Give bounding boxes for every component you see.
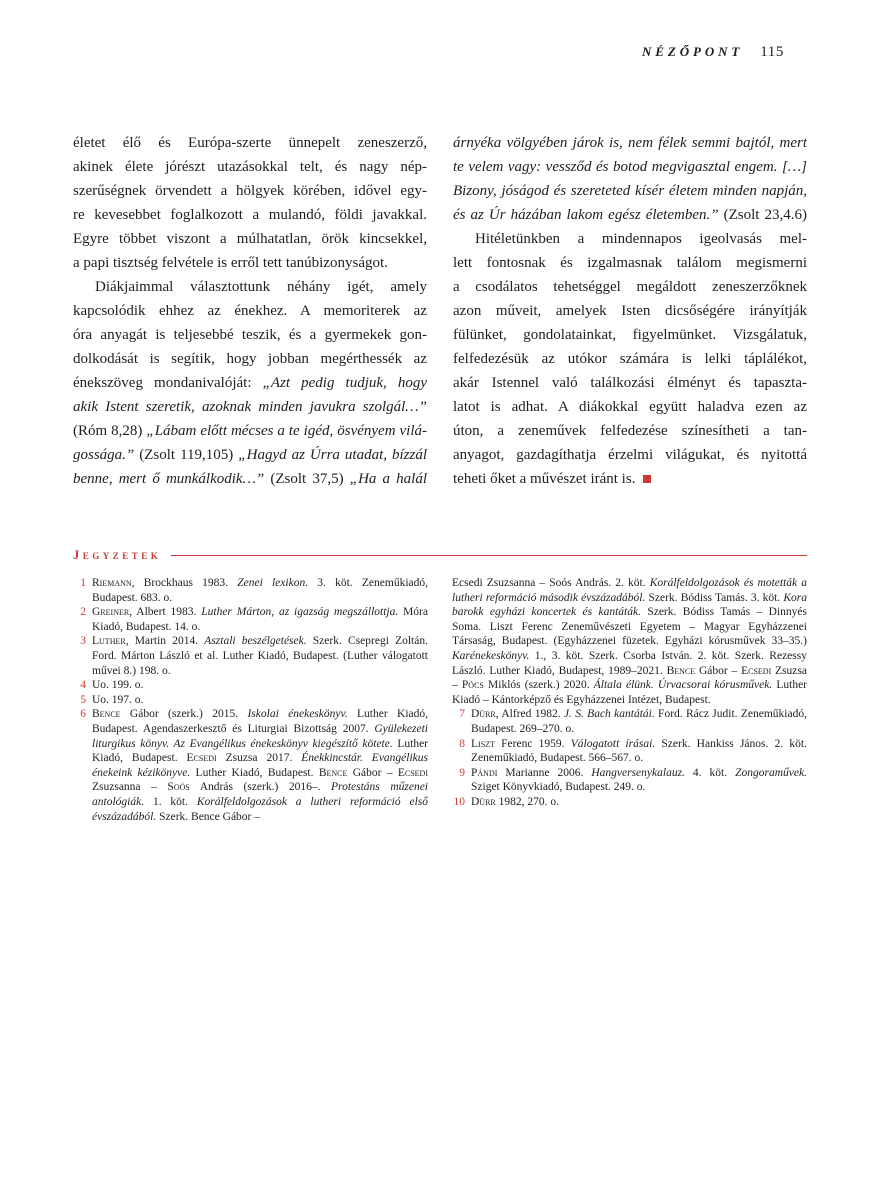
text-span: akár Istennel való találkozási élményt és tapaszta- (453, 375, 807, 391)
text-line (453, 443, 807, 467)
text-span: , Brockhaus 1983. (131, 577, 238, 589)
text-span: akinek élete jórészt utazásokkal telt, és nagy nép- (73, 159, 427, 175)
text-line (73, 467, 427, 491)
text-line (73, 179, 427, 203)
text-line (73, 347, 427, 371)
text-span: Gábor – (347, 766, 398, 779)
text-span-italic: Korálfeldolgozások a lutheri reformáció első évszázadából. (92, 795, 428, 823)
text-span-italic: „Ha a halál (349, 471, 427, 487)
text-line (73, 155, 427, 179)
text-span: (Zsolt 37,5) (264, 471, 350, 487)
footnotes-header (73, 548, 807, 563)
footnotes-column-right (452, 576, 807, 824)
author-smallcaps: Pócs (461, 679, 484, 692)
text-line (453, 419, 807, 443)
text-span: szerűségnek örvendett a hölgyek körében, idővel egy- (73, 183, 427, 199)
text-span: anyagot, gazdagíthatja érzelmi világukat, és nyitottá (453, 447, 807, 463)
footnote-item (452, 795, 807, 810)
text-span: azon műveit, amelyek Isten dicsőségére irányítják (453, 303, 807, 319)
text-line (453, 299, 807, 323)
text-span: (Róm 8,28) (73, 423, 147, 439)
footnote-number: 6 (80, 708, 86, 721)
text-span-italic: Kora barokk egyházi koncertek és kantáták. (452, 591, 807, 619)
text-span: Ferenc 1959. (494, 737, 571, 750)
text-span: 3. köt. Zeneműkiadó, Budapest. 683. o. (92, 577, 428, 604)
text-span: Luther Kiadó, Budapest. (190, 766, 319, 779)
text-span: Zsuzsanna – (92, 781, 168, 794)
text-span: Marianne 2006. (497, 766, 592, 779)
footnote-item (73, 678, 428, 693)
text-span-italic: akik Istent szeretik, azoknak minden javukra szolgál…” (73, 399, 427, 415)
text-span: re kevesebbet foglalkozott a mulandó, földi javakkal. (73, 207, 427, 223)
footnote-item (452, 737, 807, 766)
text-line (453, 203, 807, 227)
text-span: Luther Kiadó, Budapest. (92, 737, 429, 765)
text-span-italic: Asztali beszélgetések. (204, 635, 307, 648)
text-span-italic: J. S. Bach kantátái. (563, 708, 655, 721)
footnote-number: 2 (80, 606, 86, 619)
text-span: Szerk. Csepregi Zoltán. Ford. Márton László et al. Luther Kiadó, Budapest. (Luther válogatott művei 8.) 198. o. (92, 635, 428, 677)
end-of-article-marker (643, 475, 651, 483)
footnote-item (73, 693, 428, 708)
text-span: lett fontosnak és izgalmasnak találom megismerni (453, 255, 807, 271)
text-span: Luther Kiadó, Budapest. Agendaszerkesztő és Liturgiai Bizottság 2007. (92, 708, 428, 735)
author-smallcaps: Greiner (92, 606, 130, 619)
article-column-left (73, 131, 427, 491)
text-line (73, 299, 427, 323)
text-line (453, 275, 807, 299)
text-line (453, 395, 807, 419)
footnotes-heading: Jegyzetek (73, 548, 162, 562)
footnote-item (452, 707, 807, 736)
text-line (73, 323, 427, 347)
text-span: , Martin 2014. (125, 635, 205, 648)
footnote-item (452, 766, 807, 795)
text-span: Ecsedi Zsuzsanna – Soós András. 2. köt. (452, 577, 650, 589)
text-line (73, 443, 427, 467)
text-span-italic: benne, mert ő munkálkodik…” (73, 471, 265, 487)
author-smallcaps: Pándi (471, 766, 498, 779)
text-span-italic: Általa élünk. Úrvacsorai kórusművek. (593, 679, 773, 692)
author-smallcaps: Bence (666, 664, 696, 677)
text-span-italic: Hangversenykalauz. (591, 766, 685, 779)
footnote-number: 9 (459, 766, 465, 779)
text-span: (Zsolt 23,4.6) (718, 207, 807, 223)
text-span: felfedezésük az utókor számára is lelki táplálékot, (453, 351, 807, 367)
text-span: Gábor – (695, 664, 742, 677)
text-span: Szerk. Bódiss Tamás. 3. köt. (645, 591, 784, 604)
footnote-number: 8 (459, 737, 465, 750)
text-span: kapcsolódik ehhez az énekhez. A memoriterek az (73, 303, 427, 319)
text-line (73, 251, 427, 275)
text-line (73, 395, 427, 419)
text-span: 1982, 270. o. (495, 795, 560, 808)
text-span-italic: Protestáns műzenei antológiák. (92, 781, 428, 808)
text-span: Miklós (szerk.) 2020. (483, 679, 594, 692)
text-span: Hitéletünkben a mindennapos igeolvasás mel- (475, 231, 807, 247)
text-span: Szerk. Hankiss János. 2. köt. Zeneműkiadó, Budapest. 566–567. o. (471, 737, 807, 765)
text-span: fülünket, gondolatainkat, figyelmünket. Vizsgálatuk, (453, 327, 807, 343)
text-span: Uo. 199. o. (92, 679, 144, 692)
text-span: a papi tisztség felvétele is erről tett tanúbizonyságot. (73, 255, 388, 271)
footnote-item (73, 707, 428, 824)
text-span-italic: Válogatott írásai. (570, 737, 656, 750)
author-smallcaps: Bence (318, 766, 348, 779)
text-span: 1. köt. (144, 795, 197, 808)
text-span: (Zsolt 119,105) (134, 447, 239, 463)
text-span: Zsuzsa 2017. (216, 752, 302, 765)
text-span-italic: te velem vagy: vessződ és botod megvigasztal engem. […] (453, 159, 807, 175)
text-line (453, 227, 807, 251)
footnote-number: 3 (80, 635, 86, 648)
text-span-italic: Gyülekezeti liturgikus könyv. Az Evangélikus énekeskönyv kiegészítő kötete. (92, 722, 428, 750)
text-span: 4. köt. (684, 766, 736, 779)
footnotes-rule-line (171, 555, 807, 556)
author-smallcaps: Ecsedi (397, 766, 428, 779)
text-span-italic: „Azt pedig tudjuk, hogy (262, 375, 427, 391)
text-span: Diákjaimmal választottunk néhány igét, amely (95, 279, 427, 295)
page-number: 115 (760, 44, 784, 60)
text-span-italic: Iskolai énekeskönyv. (247, 708, 348, 721)
footnote-number: 1 (80, 577, 86, 589)
text-line (73, 203, 427, 227)
text-span: Uo. 197. o. (92, 693, 144, 706)
text-span-italic: Korálfeldolgozások és motetták a lutheri reformáció második évszázadából. (452, 577, 808, 604)
text-span: Egyre többet viszont a múlhatatlan, örök kincsekkel, (73, 231, 427, 247)
footnote-number: 4 (80, 679, 86, 692)
footnote-number: 5 (80, 693, 86, 706)
text-span: Ford. Rácz Judit. Zeneműkiadó, Budapest. 269–270. o. (471, 708, 807, 735)
text-span: Szerk. Bence Gábor – (156, 810, 260, 823)
text-span-italic: „Hagyd az Úrra utadat, bízzál (238, 447, 427, 463)
footnote-item (73, 576, 428, 605)
text-line (73, 275, 427, 299)
text-span-italic: Bizony, jóságod és szereteted kísér életem minden napján, (453, 183, 807, 199)
text-span: énekszöveg mondanivalóját: (73, 375, 263, 391)
text-span-italic: Luther Márton, az igazság megszállottja. (201, 606, 399, 619)
text-line (453, 323, 807, 347)
text-span: Zsuzsa – (452, 664, 807, 692)
footnotes-column-left (73, 576, 428, 824)
text-span: András (szerk.) 2016–. (189, 781, 331, 794)
text-span: Móra Kiadó, Budapest. 14. o. (92, 606, 428, 633)
text-span: úton, a zeneművek felfedezése színesítheti a tan- (453, 423, 807, 439)
text-span: dolkodását is segítik, hogy jobban megérthessék az (73, 351, 427, 367)
text-span: Szerk. Bódiss Tamás – Dinnyés Soma. Liszt Ferenc Zeneművészeti Egyetem – Magyar Egyházzenei Társaság, Budapest. (Egyházzenei füzetek. Egyházi kórusművek 33–35.) (452, 606, 807, 648)
text-span: óra anyagát is teljesebbé teszik, és a gyermekek gon- (73, 327, 427, 343)
author-smallcaps: Dürr (471, 795, 496, 808)
footnote-item (73, 605, 428, 634)
text-span: teheti őket a művészet iránt is. (453, 471, 636, 487)
text-line (453, 179, 807, 203)
text-line (73, 371, 427, 395)
text-span-italic: és az Úr házában lakom egész életemben.” (453, 207, 719, 223)
footnote-number: 7 (459, 708, 465, 721)
text-span: , Alfred 1982. (495, 708, 564, 721)
page-header (642, 44, 784, 61)
text-span: latot is adhat. A diákokkal együtt haladva ezen az (453, 399, 807, 415)
text-line (73, 419, 427, 443)
author-smallcaps: Ecsedi (186, 752, 217, 765)
author-smallcaps: Ecsedi (741, 664, 772, 677)
author-smallcaps: Liszt (471, 737, 495, 750)
author-smallcaps: Luther (92, 635, 126, 648)
text-span: 1., 3. köt. Szerk. Csorba István. 2. köt. Szerk. Rezessy László. Luther Kiadó, Budapest, 1989–2021. (452, 649, 807, 677)
text-line (453, 347, 807, 371)
text-line (73, 131, 427, 155)
footnote-item (73, 634, 428, 678)
text-line (453, 155, 807, 179)
footnotes-section (73, 548, 807, 824)
text-span: a csodálatos tehetséggel megáldott zeneszerzőknek (453, 279, 807, 295)
text-span-italic: árnyéka völgyében járok is, nem félek semmi bajtól, mert (453, 135, 807, 151)
footnotes-columns (73, 576, 807, 824)
text-line (453, 251, 807, 275)
text-span: életet élő és Európa-szerte ünnepelt zeneszerző, (73, 135, 427, 151)
text-span-italic: „Lábam előtt mécses a te igéd, ösvényem vilá- (146, 423, 427, 439)
text-span: Sziget Könyvkiadó, Budapest. 249. o. (471, 781, 646, 794)
footnote-continuation (452, 576, 807, 707)
text-span-italic: gossága.” (73, 447, 135, 463)
text-line (453, 467, 807, 491)
article-body (73, 131, 807, 491)
text-span: Gábor (szerk.) 2015. (120, 708, 248, 721)
text-span-italic: Zongoraművek. (735, 766, 807, 779)
text-span: , Albert 1983. (129, 606, 202, 619)
text-span-italic: Énekkincstár. Evangélikus énekeink kézikönyve. (92, 752, 429, 779)
text-line (73, 227, 427, 251)
text-line (453, 371, 807, 395)
text-span-italic: Zenei lexikon. (237, 577, 309, 589)
author-smallcaps: Dürr (471, 708, 496, 721)
text-line (453, 131, 807, 155)
footnote-number: 10 (453, 795, 465, 808)
text-span: Luther Kiadó – Kántorképző és Egyházzenei Intézet, Budapest. (452, 679, 808, 706)
author-smallcaps: Soós (167, 781, 190, 794)
section-label: NÉZŐPONT (642, 44, 744, 59)
author-smallcaps: Bence (92, 708, 121, 721)
article-column-right (453, 131, 807, 491)
author-smallcaps: Riemann (92, 577, 132, 589)
text-span-italic: Karénekeskönyv. (452, 649, 530, 662)
